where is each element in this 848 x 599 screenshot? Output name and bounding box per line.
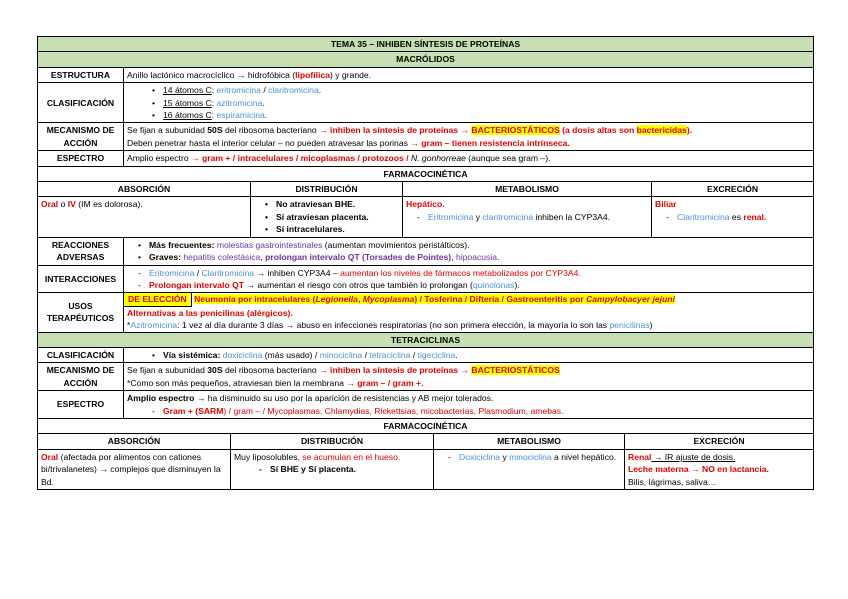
mecanismo-label: MECANISMO DE ACCIÓN bbox=[38, 123, 124, 151]
usos-cell: DE ELECCIÓN Neumonía por intracelulares (Legionella, Mycoplasma) / Tosferina / Difteria / Gastroenteritis por Campylobacyer jejuni Alternativas a las penicilinas (alérgicos). *Azitromicina: 1 vez al día durante 3 días → abuso en infecciones respiratorias (no son primera elección, la mayoría lo son las penicilinas) bbox=[124, 293, 814, 332]
tetra-excrecion-cell: Renal → IR ajuste de dosis. Leche materna → NO en lactancia. Bilis, lágrimas, saliva… bbox=[625, 449, 814, 489]
header-metabolismo: METABOLISMO bbox=[403, 182, 652, 197]
distribucion-item: • Sí intracelulares. bbox=[262, 223, 399, 235]
distribucion-cell bbox=[251, 197, 403, 237]
header-distribucion: DISTRIBUCIÓN bbox=[251, 182, 403, 197]
farmaco-title-macrolidos: FARMACOCINÉTICA bbox=[38, 166, 814, 181]
espectro-text: Amplio espectro → gram + / intracelulares / micoplasmas / protozoos / N. gonhorreae (aunque sea gram –). bbox=[124, 151, 814, 166]
summary-sheet bbox=[37, 36, 813, 490]
clasificacion-list bbox=[124, 83, 814, 123]
macrolidos-table bbox=[37, 36, 814, 333]
tetra-mecanismo-text: Se fijan a subunidad 30S del ribosoma bacteriano → inhiben la síntesis de proteínas → BACTERIOSTÁTICOS *Como son más pequeños, atraviesan bien la membrana → gram – / gram +. bbox=[124, 363, 814, 391]
reacciones-label: REACCIONES ADVERSAS bbox=[38, 237, 124, 265]
tetraciclinas-table bbox=[37, 333, 814, 490]
usos-label: USOS TERAPÉUTICOS bbox=[38, 293, 124, 332]
estructura-label: ESTRUCTURA bbox=[38, 67, 124, 82]
interacciones-list: - Eritromicina / Claritromicina → inhiben CYP3A4 – aumentan los niveles de fármacos metabolizados por CYP3A4. - Prolongan intervalo QT → aumentan el riesgo con otros que también lo prolongan (quinolonas). bbox=[124, 265, 814, 293]
section-macrolidos: MACRÓLIDOS bbox=[38, 52, 814, 67]
tetra-metabolismo-cell: - Doxiciclina y minociclina a nivel hepático. bbox=[434, 449, 625, 489]
header-excrecion: EXCRECIÓN bbox=[652, 182, 814, 197]
tetra-espectro-text: Amplio espectro → ha disminuido su uso por la aparición de resistencias y AB mejor tolerados. - Gram + (SARM) / gram – / Mycoplasmas, Chlamydias, Rickettsias, micobacterias, Plasmodium, amebas. bbox=[124, 391, 814, 419]
tetra-mecanismo-label: MECANISMO DE ACCIÓN bbox=[38, 363, 124, 391]
clasificacion-item: • 16 átomos C: espiramicina. bbox=[149, 109, 810, 121]
absorcion-cell: Oral o IV (IM es dolorosa). bbox=[38, 197, 251, 237]
reacciones-list: • Más frecuentes: molestias gastrointestinales (aumentan movimientos peristálticos). • Graves: hepatitis colestásica, prolongan intervalo QT (Torsades de Pointes), hipoacusia. bbox=[124, 237, 814, 265]
tetra-header-metabolismo: METABOLISMO bbox=[434, 434, 625, 449]
header-absorcion: ABSORCIÓN bbox=[38, 182, 251, 197]
interacciones-label: INTERACCIONES bbox=[38, 265, 124, 293]
tetra-header-distribucion: DISTRIBUCIÓN bbox=[231, 434, 434, 449]
tetra-espectro-label: ESPECTRO bbox=[38, 391, 124, 419]
tetra-clasificacion-label: CLASIFICACIÓN bbox=[38, 347, 124, 362]
tetra-absorcion-cell: Oral (afectada por alimentos con cationes bi/trivalanetes) → complejos que disminuyen la Bd. bbox=[38, 449, 231, 489]
tetra-clasificacion-text: • Vía sistémica: doxiciclina (más usado) / minociclina / tetraciclina / tigeciclina. bbox=[124, 347, 814, 362]
distribucion-item: • No atraviesan BHE. bbox=[262, 198, 399, 210]
mecanismo-text: Se fijan a subunidad 50S del ribosoma bacteriano → inhiben la síntesis de proteínas → BACTERIOSTÁTICOS (a dosis altas son bactericidas). Deben penetrar hasta el interior celular – no pueden atravesar las porinas → gram – tienen resistencia intrínseca. bbox=[124, 123, 814, 151]
section-tetraciclinas: TETRACICLINAS bbox=[38, 333, 814, 348]
tetra-header-absorcion: ABSORCIÓN bbox=[38, 434, 231, 449]
clasificacion-label: CLASIFICACIÓN bbox=[38, 83, 124, 123]
tetra-header-excrecion: EXCRECIÓN bbox=[625, 434, 814, 449]
clasificacion-item: • 14 átomos C: eritromicina / claritromicina. bbox=[149, 84, 810, 96]
farmaco-title-tetraciclinas: FARMACOCINÉTICA bbox=[38, 418, 814, 433]
estructura-text: Anillo lactónico macrocíclico → hidrofóbica (lipofílica) y grande. bbox=[124, 67, 814, 82]
excrecion-cell: Biliar - Claritromicina es renal. bbox=[652, 197, 814, 237]
page-title: TEMA 35 – INHIBEN SÍNTESIS DE PROTEÍNAS bbox=[38, 37, 814, 52]
clasificacion-item: • 15 átomos C: azitromicina. bbox=[149, 97, 810, 109]
distribucion-item: • Sí atraviesan placenta. bbox=[262, 211, 399, 223]
tetra-distribucion-cell: Muy liposolubles, se acumulan en el hueso. - Sí BHE y Sí placenta. bbox=[231, 449, 434, 489]
espectro-label: ESPECTRO bbox=[38, 151, 124, 166]
metabolismo-cell: Hepático. - Eritromicina y claritromicina inhiben la CYP3A4. bbox=[403, 197, 652, 237]
